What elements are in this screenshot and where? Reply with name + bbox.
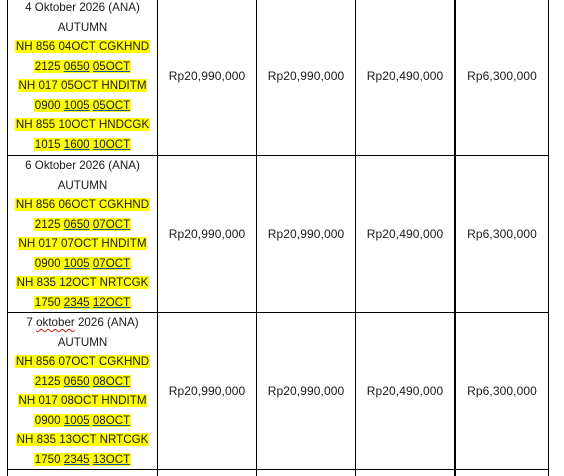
price-cell xyxy=(455,470,549,476)
flight-times: 2125 0650 08OCT xyxy=(34,374,131,388)
travel-date: 6 Oktober 2026 (ANA) xyxy=(25,159,140,172)
flight-segment: NH 856 07OCT CGKHND xyxy=(15,355,150,368)
price-cell: Rp20,990,000 xyxy=(158,0,257,156)
travel-date: 4 Oktober 2026 (ANA) xyxy=(25,1,140,14)
itinerary-cell xyxy=(8,156,158,313)
price-cell: Rp20,490,000 xyxy=(356,156,456,313)
flight-segment: NH 835 13OCT NRTCGK xyxy=(16,433,149,446)
itinerary-cell xyxy=(8,470,158,476)
price-cell: Rp20,490,000 xyxy=(356,313,456,470)
price-cell: Rp20,990,000 xyxy=(158,156,257,313)
flight-times: 0900 1005 08OCT xyxy=(34,413,131,427)
flight-segment: NH 017 05OCT HNDITM xyxy=(18,79,147,92)
price-cell: Rp20,490,000 xyxy=(356,0,456,156)
price-cell xyxy=(356,470,456,476)
flight-times: 0900 1005 07OCT xyxy=(34,256,131,270)
table-row xyxy=(8,0,549,156)
flight-times: 1015 1600 10OCT xyxy=(34,137,131,151)
fare-table xyxy=(7,0,549,476)
flight-segment: NH 856 04OCT CGKHND xyxy=(15,40,150,53)
flight-segment: NH 856 06OCT CGKHND xyxy=(15,198,150,211)
price-cell: Rp6,300,000 xyxy=(455,313,549,470)
flight-segment: NH 017 08OCT HNDITM xyxy=(18,394,147,407)
itinerary-cell xyxy=(8,0,158,156)
flight-times: 1750 2345 12OCT xyxy=(34,295,131,309)
flight-segment: NH 855 10OCT HNDCGK xyxy=(15,118,150,131)
flight-times: 2125 0650 05OCT xyxy=(34,59,131,73)
price-cell xyxy=(257,470,356,476)
price-cell: Rp20,990,000 xyxy=(257,0,356,156)
price-cell: Rp20,990,000 xyxy=(158,313,257,470)
itinerary-cell xyxy=(8,313,158,470)
table-row xyxy=(8,313,549,470)
flight-times: 2125 0650 07OCT xyxy=(34,217,131,231)
table-row xyxy=(8,470,549,476)
price-cell: Rp6,300,000 xyxy=(455,156,549,313)
price-cell: Rp20,990,000 xyxy=(257,313,356,470)
table-row xyxy=(8,156,549,313)
price-cell: Rp20,990,000 xyxy=(257,156,356,313)
travel-date: 7 oktober 2026 (ANA) xyxy=(26,316,139,329)
flight-segment: NH 835 12OCT NRTCGK xyxy=(16,276,149,289)
price-cell xyxy=(158,470,257,476)
flight-times: 1750 2345 13OCT xyxy=(34,452,131,466)
season-label: AUTUMN xyxy=(57,335,108,349)
price-cell: Rp6,300,000 xyxy=(455,0,549,156)
flight-segment: NH 017 07OCT HNDITM xyxy=(18,237,147,250)
flight-times: 0900 1005 05OCT xyxy=(34,98,131,112)
misspelled-word: oktober xyxy=(36,316,75,329)
season-label: AUTUMN xyxy=(57,20,108,34)
season-label: AUTUMN xyxy=(57,178,108,192)
